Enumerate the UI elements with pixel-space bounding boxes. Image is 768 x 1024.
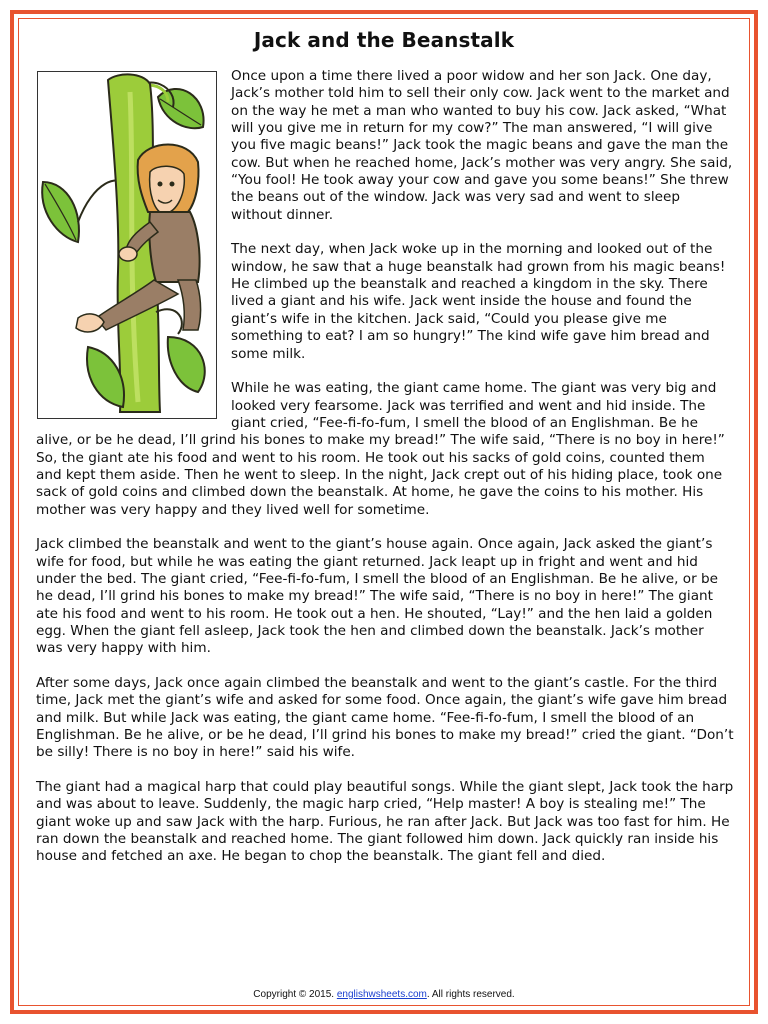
copyright-suffix: . All rights reserved. [426, 989, 515, 1000]
jack-beanstalk-illustration [37, 71, 217, 419]
jack-climbing-beanstalk-icon [38, 72, 215, 417]
paragraph-5: After some days, Jack once again climbed the beanstalk and went to the giant’s castle. For the third time, Jack met the giant’s wife and asked for some food. Once again, the giant’s wife gave him bread and milk. But while Jack was eating, the giant came home. “Fee-fi-fo-fum, I smell the blood of an Englishman. Be he alive, or be he dead, I’ll grind his bones to make my bread!” cried the giant. “Don’t be silly! There is no boy in here!” said his wife. [36, 675, 734, 761]
paragraph-2: The next day, when Jack woke up in the morning and looked out of the window, he saw that a huge beanstalk had grown from his magic beans! He climbed up the beanstalk and reached a kingdom in the sky. There lived a giant and his wife. Jack went inside the house and found the giant’s wife in the kitchen. Jack said, “Could you please give me something to eat? I am so hungry!” The kind wife gave him bread and some milk. [231, 241, 726, 362]
paragraph-3: While he was eating, the giant came home. The giant was very big and looked very fearsome. Jack was terrified and went and hid inside. The giant cried, “Fee-fi-fo-fum, I smell the blood of an Englishman. Be he alive, or be he dead, I’ll grind his bones to make my bread!” The wife said, “There is no boy in here!” So, the giant ate his food and went to his room. He took out his sacks of gold coins, counted them and kept them aside. Then he went to sleep. In the night, Jack crept out of his hiding place, took one sack of gold coins and climbed down the beanstalk. At home, he gave the coins to his mother. His mother was very happy and they lived well for sometime. [36, 380, 725, 518]
paragraph-6: The giant had a magical harp that could play beautiful songs. While the giant slept, Jack took the harp and was about to leave. Suddenly, the magic harp cried, “Help master! A boy is stealing me!” The giant woke up and saw Jack with the harp. Furious, he ran after Jack. But Jack was too fast for him. He ran down the beanstalk and reached home. The giant followed him down. Jack quickly ran inside his house and fetched an axe. He began to chop the beanstalk. The giant fell and died. [36, 779, 734, 865]
paragraph-1: Once upon a time there lived a poor widow and her son Jack. One day, Jack’s mother told him to sell their only cow. Jack went to the market and on the way he met a man who wanted to buy his cow. Jack asked, “What will you give me in return for my cow?” The man answered, “I will give you five magic beans!” Jack took the magic beans and gave the man the cow. But when he reached home, Jack’s mother was very angry. She said, “You fool! He took away your cow and gave you some beans!” She threw the beans out of the window. Jack was very sad and went to sleep without dinner. [231, 68, 733, 223]
story-title: Jack and the Beanstalk [253, 28, 515, 52]
story-body [36, 68, 734, 883]
website-link[interactable]: englishwsheets.com [336, 989, 427, 1000]
copyright-prefix: Copyright © 2015. [253, 989, 337, 1000]
paragraph-4: Jack climbed the beanstalk and went to the giant’s house again. Once again, Jack asked the giant’s wife for food, but while he was eating the giant returned. Jack leapt up in fright and went and hid under the bed. The giant cried, “Fee-fi-fo-fum, I smell the blood of an Englishman. Be he alive, or be he dead, I’ll grind his bones to make my bread!” The wife said, “There is no boy in here!” The giant ate his food and went to his room. He took out a hen. He shouted, “Lay!” and the hen laid a golden egg. When the giant fell asleep, Jack took the hen and climbed down the beanstalk. Jack’s mother was very happy with him. [36, 536, 719, 657]
copyright-footer [0, 989, 768, 1000]
